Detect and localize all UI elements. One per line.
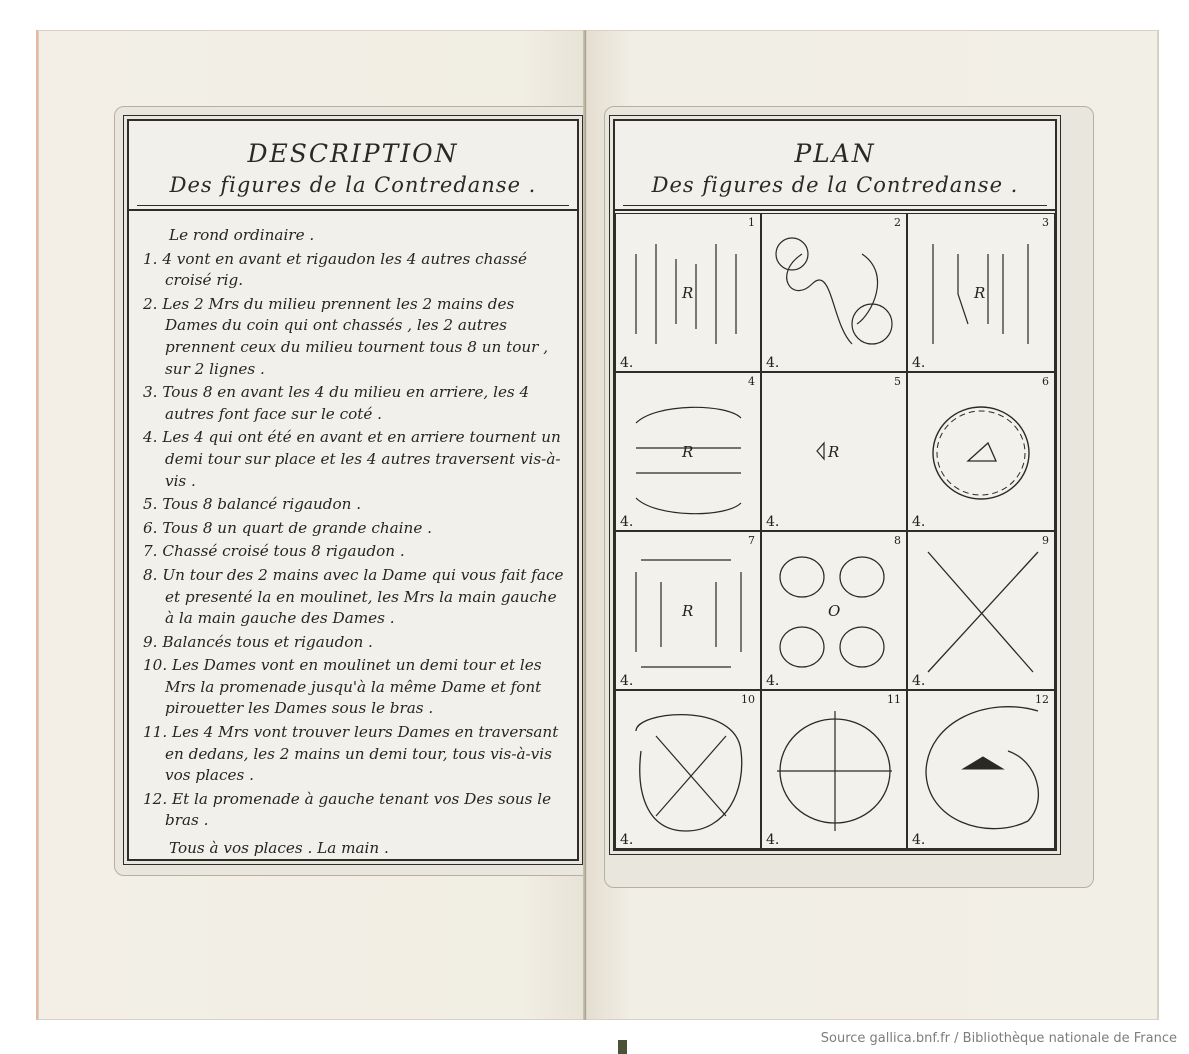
- figure-number: 7: [748, 534, 755, 547]
- figure-cell: [907, 213, 1055, 372]
- figure-letter: R: [828, 443, 840, 461]
- figure-number: 2: [894, 216, 901, 229]
- figure-cell: [761, 690, 907, 849]
- figure-number: 6: [1042, 375, 1049, 388]
- figure-label: 4.: [912, 832, 926, 848]
- text-line: 8. Un tour des 2 mains avec la Dame qui vous fait face et presenté la en moulinet, les Mrs la main gauche à la main gauche des Dames .: [143, 565, 564, 628]
- bookmark-ribbon: [618, 1040, 627, 1054]
- figure-drawing: [616, 691, 762, 850]
- plan-header: [615, 121, 1055, 211]
- text-line: 12. Et la promenade à gauche tenant vos Des sous le bras .: [143, 789, 552, 830]
- text-line: Le rond ordinaire .: [169, 226, 315, 244]
- figure-number: 1: [748, 216, 755, 229]
- left-plate: [114, 106, 594, 876]
- figure-letter: R: [682, 443, 694, 461]
- figure-letter: R: [682, 602, 694, 620]
- text-line: 2. Les 2 Mrs du milieu prennent les 2 mains des Dames du coin qui ont chassés , les 2 autres prennent ceux du milieu tournent tous 8 un tour , sur 2 lignes .: [143, 294, 549, 378]
- text-line: 1. 4 vont en avant et rigaudon les 4 autres chassé croisé rig.: [143, 249, 527, 290]
- figure-cell: [615, 372, 761, 531]
- figure-label: 4.: [766, 673, 780, 689]
- figure-label: 4.: [912, 673, 926, 689]
- right-page: [586, 30, 1159, 1020]
- figure-label: 4.: [620, 514, 634, 530]
- description-header: [129, 121, 577, 211]
- figure-cell: [615, 213, 761, 372]
- figure-label: 4.: [620, 673, 634, 689]
- text-line: 7. Chassé croisé tous 8 rigaudon .: [143, 542, 405, 561]
- description-frame: [127, 119, 579, 861]
- figure-letter: R: [682, 284, 694, 302]
- figure-number: 4: [748, 375, 755, 388]
- figure-label: 4.: [766, 355, 780, 371]
- text-line: 10. Les Dames vont en moulinet un demi tour et les Mrs la promenade jusqu'à la même Dame et font pirouetter les Dames sous le bras .: [143, 656, 542, 718]
- text-line: 6. Tous 8 un quart de grande chaine .: [143, 518, 432, 537]
- figure-label: 4.: [912, 355, 926, 371]
- figure-number: 12: [1035, 693, 1049, 706]
- description-subtitle: Des figures de la Contredanse .: [169, 173, 537, 197]
- figure-letter: O: [828, 602, 841, 620]
- figure-cell: [907, 690, 1055, 849]
- open-book: [36, 30, 1158, 1020]
- figure-number: 10: [741, 693, 755, 706]
- figure-number: 9: [1042, 534, 1049, 547]
- figure-label: 4.: [766, 832, 780, 848]
- figure-drawing: [762, 214, 908, 373]
- figure-cell: [761, 372, 907, 531]
- figure-cell: [907, 372, 1055, 531]
- figure-label: 4.: [620, 832, 634, 848]
- figure-number: 3: [1042, 216, 1049, 229]
- figure-label: 4.: [766, 514, 780, 530]
- text-line: 9. Balancés tous et rigaudon .: [143, 632, 373, 651]
- header-rule: [137, 205, 569, 206]
- plan-frame: [613, 119, 1057, 851]
- figure-cell: [615, 531, 761, 690]
- plan-title: PLAN: [794, 139, 876, 168]
- text-line: 11. Les 4 Mrs vont trouver leurs Dames en traversant en dedans, les 2 mains un demi tour, tous vis-à-vis vos places .: [143, 723, 559, 785]
- figure-drawing: [908, 373, 1054, 532]
- figure-grid: [615, 213, 1055, 849]
- right-plate: [604, 106, 1094, 888]
- source-credit: Source gallica.bnf.fr / Bibliothèque nationale de France: [820, 1031, 1177, 1046]
- closing-line: Tous à vos places . La main .: [169, 839, 389, 858]
- text-line: 3. Tous 8 en avant les 4 du milieu en arriere, les 4 autres font face sur le coté .: [143, 383, 530, 423]
- text-line: 5. Tous 8 balancé rigaudon .: [143, 495, 362, 514]
- figure-cell: [761, 213, 907, 372]
- description-title: DESCRIPTION: [247, 139, 459, 168]
- figure-letter: R: [974, 284, 986, 302]
- left-page: [36, 30, 588, 1020]
- figure-number: 11: [887, 693, 901, 706]
- figure-cell: [615, 690, 761, 849]
- text-line: 4. Les 4 qui ont été en avant et en arriere tournent un demi tour sur place et les 4 autres traversent vis-à-vis .: [143, 428, 561, 490]
- figure-number: 8: [894, 534, 901, 547]
- figure-drawing: [908, 532, 1054, 691]
- description-text: [143, 225, 567, 862]
- plan-subtitle: Des figures de la Contredanse .: [651, 173, 1019, 197]
- figure-label: 4.: [912, 514, 926, 530]
- figure-cell: [907, 531, 1055, 690]
- header-rule: [623, 205, 1047, 206]
- figure-drawing: [762, 691, 908, 850]
- figure-cell: [761, 531, 907, 690]
- figure-number: 5: [894, 375, 901, 388]
- figure-drawing: [908, 691, 1054, 850]
- figure-label: 4.: [620, 355, 634, 371]
